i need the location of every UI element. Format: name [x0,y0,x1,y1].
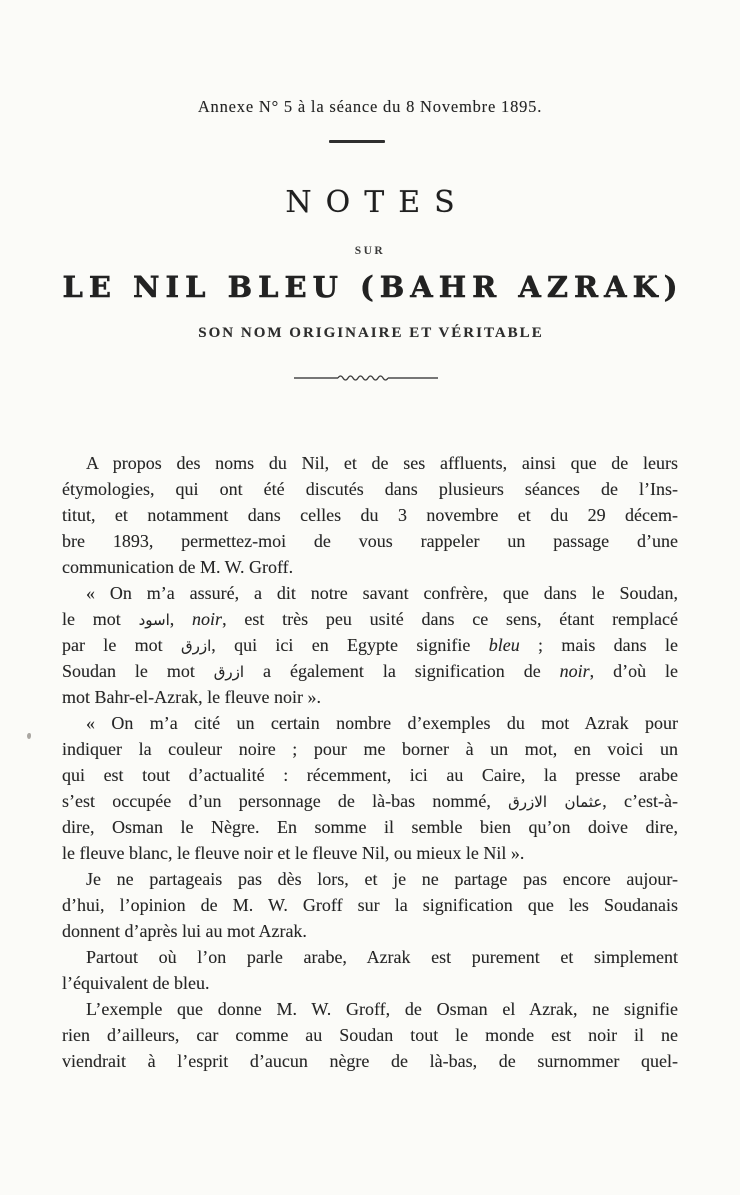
main-title: LE NIL BLEU (BAHR AZRAK) [62,270,684,304]
paragraph [62,450,678,580]
body-line [62,788,678,814]
arabic-word: عثمان الازرق [508,793,603,811]
body-line [62,1048,678,1074]
text-segment: dire, Osman le Nègre. En somme il semble bien qu’on doive dire, [62,817,678,837]
body-line [62,658,678,684]
squiggle-rule-icon [292,371,440,385]
subtitle: SON NOM ORIGINAIRE ET VÉRITABLE [198,325,544,341]
paragraph [62,866,678,944]
body-line [62,450,678,476]
paragraph [62,710,678,866]
text-segment: titut, et notamment dans celles du 3 novembre et du 29 décem- [62,505,678,525]
text-segment: rien d’ailleurs, car comme au Soudan tout le monde est noir il ne [62,1025,678,1045]
text-segment: « On m’a cité un certain nombre d’exemples du mot Azrak pour [86,713,678,733]
body-line [62,684,678,710]
body-line [62,502,678,528]
text-segment: d’hui, l’opinion de M. W. Groff sur la signification que les Soudanais [62,895,678,915]
text-segment: , est très peu usité dans ce sens, étant remplacé [222,609,679,629]
body-line [62,918,678,944]
body-line [62,970,678,996]
text-segment: Partout où l’on parle arabe, Azrak est purement et simplement [86,947,678,967]
text-segment: indiquer la couleur noire ; pour me borner à un mot, en voici un [62,739,678,759]
text-segment: Soudan le mot [62,661,214,681]
body-line [62,476,678,502]
body-line [62,1022,678,1048]
italic-word: noir [559,661,590,681]
body-line [62,814,678,840]
text-segment: le mot [62,609,139,629]
text-segment: Je ne partageais pas dès lors, et je ne partage pas encore aujour- [86,869,678,889]
arabic-word: ازرق [213,663,245,681]
text-segment: le fleuve blanc, le fleuve noir et le fleuve Nil, ou mieux le Nil ». [62,843,525,863]
body-line [62,996,678,1022]
body-line [62,892,678,918]
text-segment: a également la signification de [244,661,560,681]
text-segment: donnent d’après lui au mot Azrak. [62,921,307,941]
paragraph [62,580,678,710]
body-line [62,580,678,606]
text-segment: mot Bahr-el-Azrak, le fleuve noir ». [62,687,322,707]
body-line [62,840,678,866]
body-line [62,554,678,580]
text-segment: , [169,609,193,629]
text-segment: L’exemple que donne M. W. Groff, de Osman el Azrak, ne signifie [86,999,678,1019]
body-line [62,606,678,632]
text-segment: « On m’a assuré, a dit notre savant confrère, que dans le Soudan, [86,583,678,603]
ink-speck [27,733,31,739]
italic-word: noir [192,609,223,629]
text-segment: , d’où le [589,661,678,681]
text-segment: par le mot [62,635,181,655]
text-segment: , qui ici en Egypte signifie [211,635,489,655]
body-line [62,710,678,736]
body-line [62,762,678,788]
text-segment: communication de M. W. Groff. [62,557,294,577]
text-segment: s’est occupée d’un personnage de là-bas nommé, [62,791,509,811]
body-line [62,736,678,762]
text-segment: qui est tout d’actualité : récemment, ici au Caire, la presse arabe [62,765,678,785]
header-rule [329,140,385,143]
paragraph [62,996,678,1074]
arabic-word: ازرق [180,637,212,655]
body-line [62,632,678,658]
text-segment: , c’est-à- [602,791,678,811]
text-segment: l’équivalent de bleu. [62,973,210,993]
title-connector: SUR [354,245,386,257]
body-text [62,450,678,1074]
text-segment: étymologies, qui ont été discutés dans plusieurs séances de l’Ins- [62,479,678,499]
arabic-word: اسود [138,611,170,629]
body-line [62,944,678,970]
text-segment: ; mais dans le [519,635,678,655]
text-segment: bre 1893, permettez-moi de vous rappeler un passage d’une [62,531,678,551]
body-line [62,866,678,892]
page-title: NOTES [285,185,469,220]
annex-header-line: Annexe N° 5 à la séance du 8 Novembre 1895. [197,97,543,116]
ornament-divider [0,369,736,387]
body-line [62,528,678,554]
text-segment: viendrait à l’esprit d’aucun nègre de là-bas, de surnommer quel- [62,1051,678,1071]
paragraph [62,944,678,996]
text-segment: A propos des noms du Nil, et de ses affluents, ainsi que de leurs [86,453,678,473]
italic-word: bleu [488,635,520,655]
